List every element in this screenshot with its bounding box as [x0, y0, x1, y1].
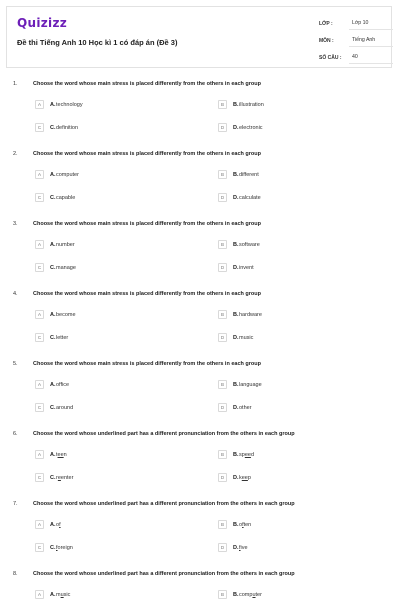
option-letter-box: C	[35, 473, 44, 482]
option-prefix: A.	[50, 452, 56, 458]
question-prompt: Choose the word whose underlined part has a different pronunciation from the others in each group	[33, 501, 295, 507]
option-letter-box: B	[218, 100, 227, 109]
answer-option[interactable]	[218, 263, 368, 273]
option-letter-box: D	[218, 263, 227, 272]
option-text: manage	[56, 265, 76, 271]
option-letter-box: B	[218, 520, 227, 529]
option-prefix: D.	[233, 265, 239, 271]
question-number: 8.	[13, 571, 18, 577]
option-letter-box: B	[218, 240, 227, 249]
word-part: oreign	[57, 545, 73, 551]
option-letter-box: B	[218, 590, 227, 599]
word-part: k	[239, 475, 242, 481]
option-prefix: A.	[50, 382, 56, 388]
answer-option[interactable]	[35, 310, 185, 320]
answer-option[interactable]	[35, 590, 185, 600]
question-item	[0, 151, 400, 221]
meta-value: Lớp 10	[349, 20, 393, 30]
answer-option[interactable]	[218, 310, 368, 320]
option-prefix: B.	[233, 242, 239, 248]
question-item	[0, 291, 400, 361]
answer-option[interactable]	[35, 170, 185, 180]
meta-label: SỐ CÂU :	[319, 55, 342, 61]
underlined-part: ee	[244, 452, 251, 458]
option-letter-box: C	[35, 403, 44, 412]
meta-label: LỚP :	[319, 21, 333, 27]
answer-option[interactable]	[35, 333, 185, 343]
answer-option[interactable]	[218, 170, 368, 180]
question-prompt: Choose the word whose underlined part has a different pronunciation from the others in each group	[33, 571, 295, 577]
answer-option[interactable]	[218, 473, 368, 483]
answer-option[interactable]	[218, 100, 368, 110]
meta-row-subject	[319, 34, 397, 51]
option-letter-box: A	[35, 380, 44, 389]
option-text	[239, 522, 251, 528]
option-prefix: D.	[233, 405, 239, 411]
question-item	[0, 431, 400, 501]
word-part: p	[247, 475, 251, 481]
question-number: 1.	[13, 81, 18, 87]
answer-option[interactable]	[35, 520, 185, 530]
option-text: around	[56, 405, 74, 411]
question-prompt: Choose the word whose main stress is placed differently from the others in each group	[33, 81, 261, 87]
meta-row-class	[319, 17, 397, 34]
underlined-part: e	[57, 475, 61, 481]
option-text	[56, 452, 67, 458]
document-title: Đề thi Tiếng Anh 10 Học kì 1 có đáp án (Đề 3)	[17, 38, 178, 47]
question-item	[0, 221, 400, 291]
option-prefix: A.	[50, 242, 56, 248]
option-text: electronic	[239, 125, 263, 131]
question-prompt: Choose the word whose main stress is placed differently from the others in each group	[33, 221, 261, 227]
answer-option[interactable]	[218, 543, 368, 553]
option-text	[239, 592, 262, 598]
question-number: 4.	[13, 291, 18, 297]
option-prefix: B.	[233, 452, 239, 458]
word-part: r	[56, 475, 58, 481]
question-item	[0, 361, 400, 431]
word-part: sic	[63, 592, 71, 598]
question-prompt: Choose the word whose main stress is placed differently from the others in each group	[33, 291, 261, 297]
answer-option[interactable]	[35, 100, 185, 110]
option-text: illustration	[239, 102, 264, 108]
option-prefix: A.	[50, 102, 56, 108]
option-letter-box: D	[218, 333, 227, 342]
meta-value: 40	[349, 54, 393, 64]
question-number: 6.	[13, 431, 18, 437]
answer-option[interactable]	[218, 450, 368, 460]
option-letter-box: D	[218, 473, 227, 482]
option-prefix: A.	[50, 522, 56, 528]
question-item	[0, 81, 400, 151]
option-letter-box: A	[35, 310, 44, 319]
option-text: computer	[56, 172, 79, 178]
option-letter-box: C	[35, 123, 44, 132]
option-prefix: C.	[50, 335, 56, 341]
answer-option[interactable]	[218, 333, 368, 343]
underlined-part: f	[242, 522, 244, 528]
question-item	[0, 571, 400, 600]
option-text	[56, 475, 73, 481]
option-text: become	[56, 312, 76, 318]
option-text: music	[239, 335, 254, 341]
option-prefix: C.	[50, 125, 56, 131]
answer-option[interactable]	[218, 403, 368, 413]
option-letter-box: B	[218, 380, 227, 389]
word-part: ten	[243, 522, 252, 528]
word-part: t	[56, 452, 58, 458]
option-letter-box: A	[35, 590, 44, 599]
option-prefix: A.	[50, 592, 56, 598]
word-part: ive	[240, 545, 248, 551]
option-text: office	[56, 382, 70, 388]
option-prefix: C.	[50, 265, 56, 271]
underlined-part: f	[56, 545, 58, 551]
answer-option[interactable]	[35, 473, 185, 483]
option-prefix: B.	[233, 312, 239, 318]
question-prompt: Choose the word whose underlined part has a different pronunciation from the others in each group	[33, 431, 295, 437]
option-text	[239, 475, 251, 481]
option-letter-box: C	[35, 333, 44, 342]
underlined-part: u	[60, 592, 64, 598]
option-text	[239, 452, 254, 458]
question-number: 7.	[13, 501, 18, 507]
meta-row-count	[319, 51, 397, 68]
option-prefix: D.	[233, 335, 239, 341]
option-letter-box: D	[218, 123, 227, 132]
meta-panel	[319, 17, 397, 68]
option-letter-box: A	[35, 520, 44, 529]
option-text: invent	[239, 265, 254, 271]
answer-option[interactable]	[35, 380, 185, 390]
word-part: o	[56, 522, 60, 528]
word-part: o	[239, 522, 243, 528]
option-letter-box: C	[35, 543, 44, 552]
word-part: n	[63, 452, 67, 458]
option-letter-box: A	[35, 170, 44, 179]
option-prefix: B.	[233, 522, 239, 528]
word-part: comp	[239, 592, 253, 598]
worksheet-header	[6, 6, 392, 68]
option-letter-box: B	[218, 310, 227, 319]
word-part: ter	[255, 592, 262, 598]
option-prefix: B.	[233, 172, 239, 178]
underlined-part: ee	[57, 452, 64, 458]
answer-option[interactable]	[218, 380, 368, 390]
meta-value: Tiếng Anh	[349, 37, 393, 47]
answer-option[interactable]	[35, 403, 185, 413]
option-letter-box: A	[35, 240, 44, 249]
option-letter-box: C	[35, 263, 44, 272]
option-prefix: B.	[233, 382, 239, 388]
answer-option[interactable]	[218, 123, 368, 133]
question-item	[0, 501, 400, 571]
quizizz-logo[interactable]: Quizizz	[17, 16, 68, 30]
option-text: different	[239, 172, 259, 178]
option-prefix: C.	[50, 405, 56, 411]
question-number: 5.	[13, 361, 18, 367]
option-prefix: D.	[233, 195, 239, 201]
option-letter-box: D	[218, 403, 227, 412]
option-letter-box: B	[218, 170, 227, 179]
answer-option[interactable]	[35, 450, 185, 460]
option-prefix: D.	[233, 475, 239, 481]
answer-option[interactable]	[218, 193, 368, 203]
question-prompt: Choose the word whose main stress is placed differently from the others in each group	[33, 151, 261, 157]
answer-option[interactable]	[218, 240, 368, 250]
underlined-part: f	[59, 522, 61, 528]
option-prefix: D.	[233, 545, 239, 551]
answer-option[interactable]	[35, 193, 185, 203]
meta-label: MÔN :	[319, 38, 334, 44]
answer-option[interactable]	[35, 543, 185, 553]
option-letter-box: A	[35, 450, 44, 459]
option-prefix: C.	[50, 545, 56, 551]
option-letter-box: A	[35, 100, 44, 109]
option-text	[56, 592, 70, 598]
option-text	[239, 545, 248, 551]
option-prefix: D.	[233, 125, 239, 131]
option-letter-box: D	[218, 193, 227, 202]
option-prefix: A.	[50, 172, 56, 178]
option-text: other	[239, 405, 252, 411]
option-letter-box: C	[35, 193, 44, 202]
option-text: software	[239, 242, 260, 248]
word-part: m	[56, 592, 61, 598]
option-prefix: B.	[233, 592, 239, 598]
option-text: number	[56, 242, 75, 248]
option-text: hardware	[239, 312, 262, 318]
option-prefix: B.	[233, 102, 239, 108]
underlined-part: f	[239, 545, 241, 551]
answer-option[interactable]	[35, 263, 185, 273]
question-number: 3.	[13, 221, 18, 227]
answer-option[interactable]	[218, 520, 368, 530]
answer-option[interactable]	[35, 123, 185, 133]
option-text: technology	[56, 102, 83, 108]
word-part: enter	[60, 475, 74, 481]
option-prefix: C.	[50, 475, 56, 481]
option-letter-box: B	[218, 450, 227, 459]
question-prompt: Choose the word whose main stress is placed differently from the others in each group	[33, 361, 261, 367]
option-text	[56, 545, 73, 551]
option-text: letter	[56, 335, 69, 341]
option-prefix: C.	[50, 195, 56, 201]
option-prefix: A.	[50, 312, 56, 318]
option-text: definition	[56, 125, 79, 131]
option-text: calculate	[239, 195, 261, 201]
option-letter-box: D	[218, 543, 227, 552]
underlined-part: u	[252, 592, 256, 598]
underlined-part: ee	[241, 475, 248, 481]
word-part: d	[250, 452, 254, 458]
option-text: language	[239, 382, 262, 388]
option-text: capable	[56, 195, 76, 201]
answer-option[interactable]	[35, 240, 185, 250]
question-number: 2.	[13, 151, 18, 157]
option-text	[56, 522, 61, 528]
word-part: sp	[239, 452, 245, 458]
answer-option[interactable]	[218, 590, 368, 600]
